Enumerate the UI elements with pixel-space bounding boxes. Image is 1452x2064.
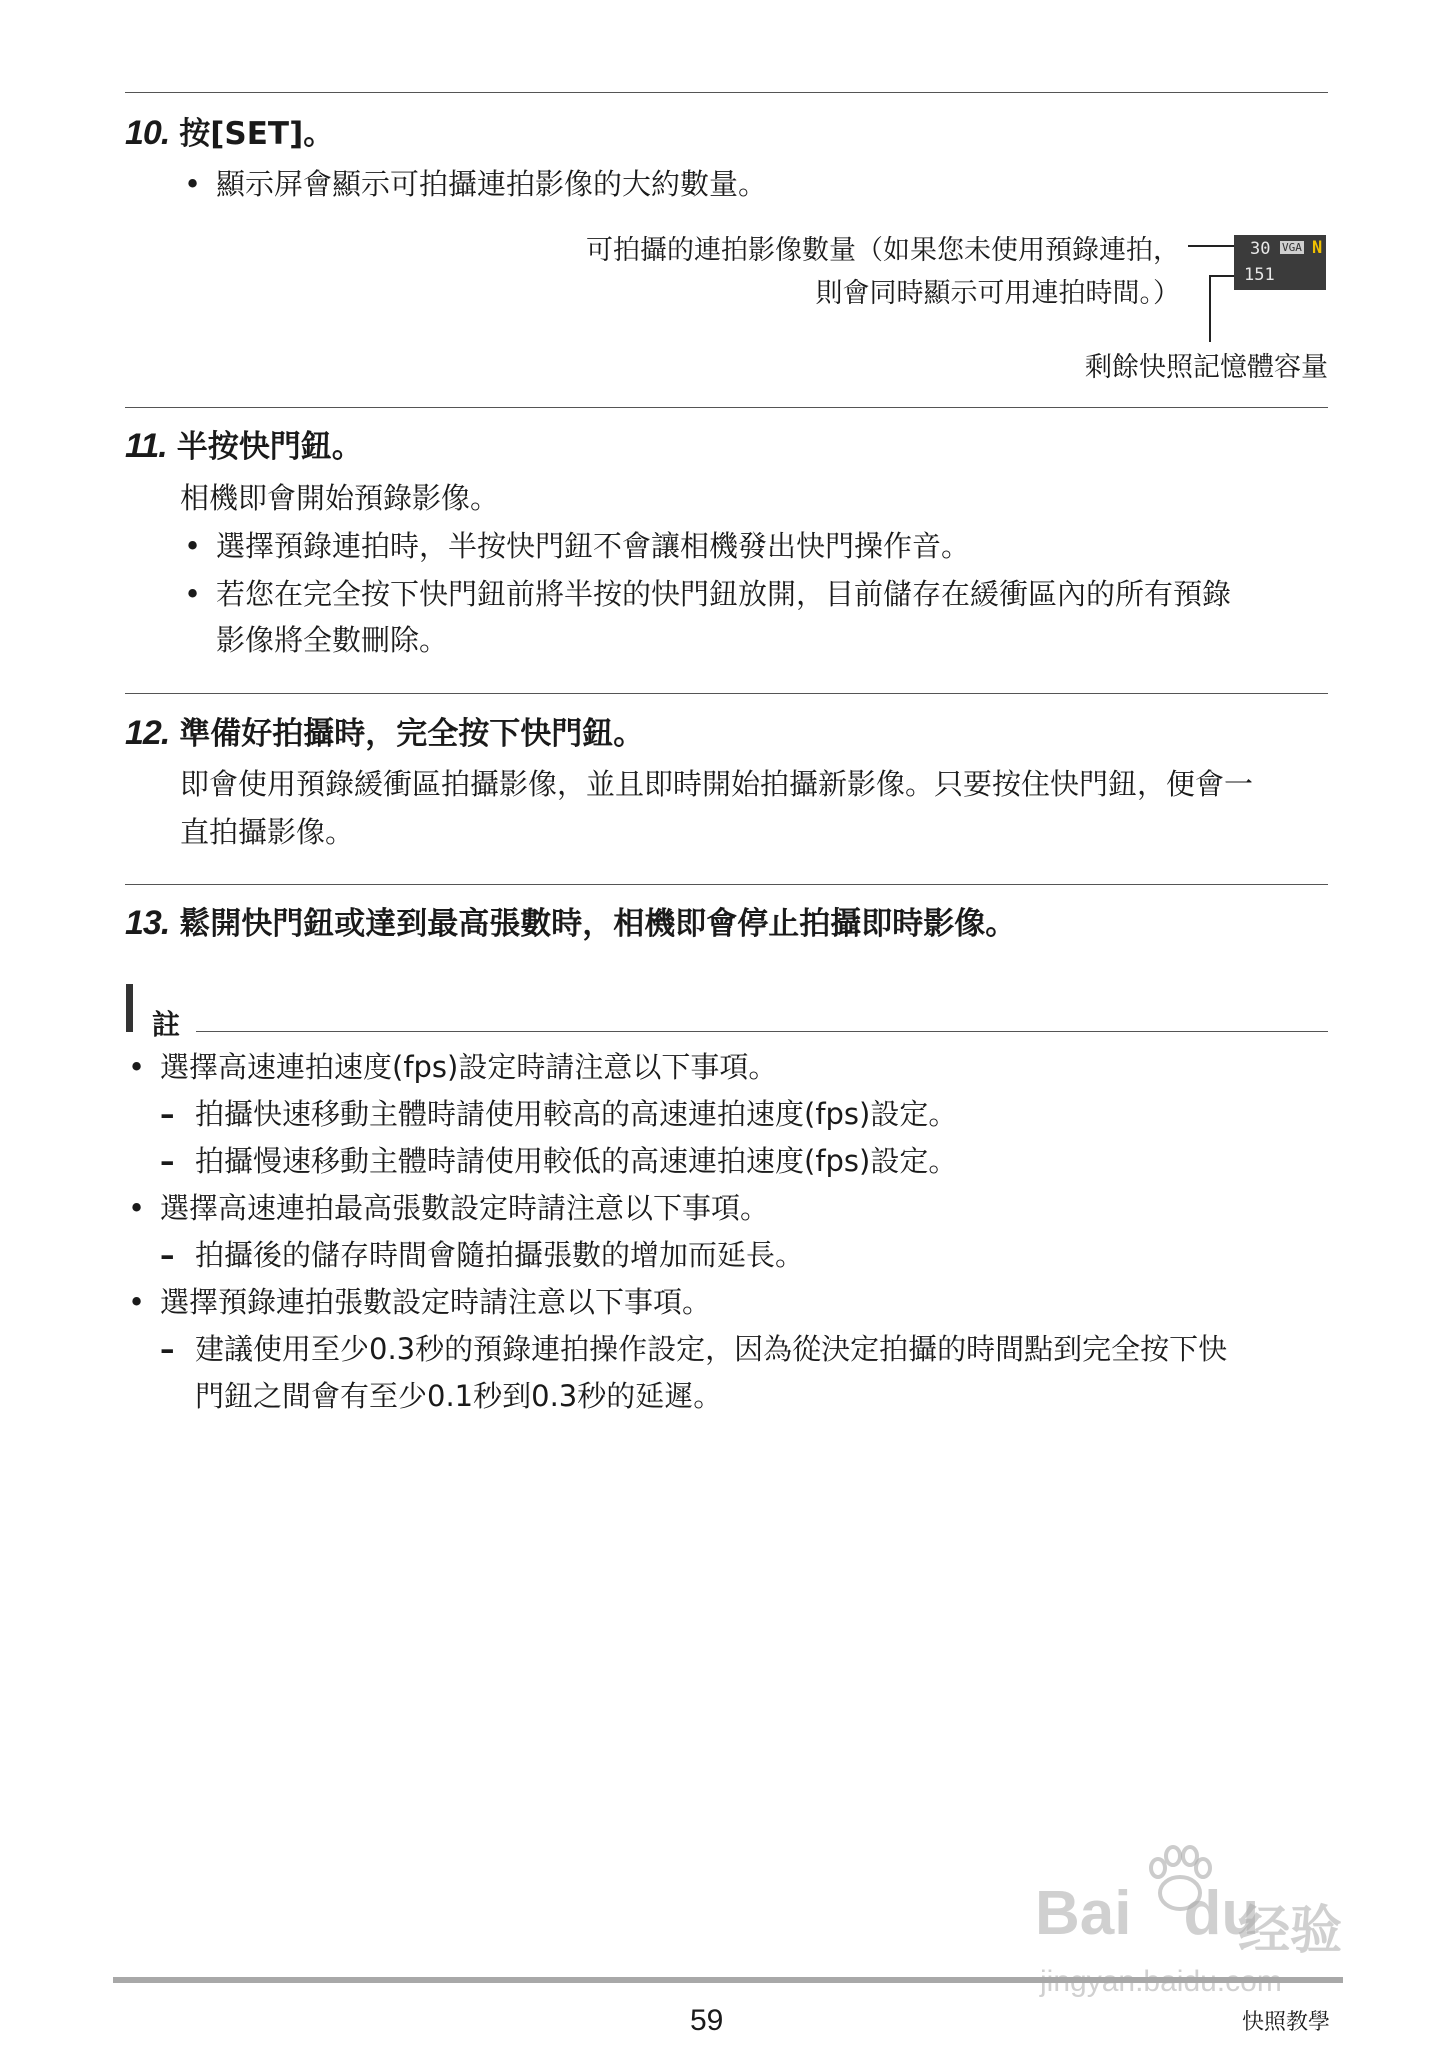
step-title: 半按快門鈕。	[176, 429, 363, 465]
bullet-text-continuation: 影像將全數刪除。	[216, 623, 449, 657]
note-text-continuation: 門鈕之間會有至少0.1秒到0.3秒的延遲。	[195, 1379, 723, 1413]
callout-memory-label: 剩餘快照記憶體容量	[1085, 352, 1328, 383]
lcd-remaining: 151	[1244, 265, 1275, 285]
step-12-text-line-1: 即會使用預錄緩衝區拍攝影像，並且即時開始拍攝新影像。只要按住快門鈕，便會一	[180, 767, 1254, 801]
callout-line-1: 可拍攝的連拍影像數量（如果您未使用預錄連拍，	[586, 235, 1180, 266]
dash-icon: –	[160, 1238, 175, 1272]
lcd-size-badge: VGA	[1282, 241, 1302, 254]
callout-line-2: 則會同時顯示可用連拍時間。）	[815, 278, 1180, 309]
bullet-text: 顯示屏會顯示可拍攝連拍影像的大約數量。	[216, 167, 768, 201]
note-subitem	[160, 1139, 957, 1180]
section-divider	[125, 407, 1328, 408]
lcd-shot-count: 30	[1250, 239, 1271, 259]
step-13-heading	[125, 898, 1016, 943]
bullet-icon: •	[184, 167, 202, 201]
dash-icon: –	[160, 1097, 175, 1131]
note-title: 註	[152, 1008, 181, 1041]
bullet-icon: •	[128, 1285, 146, 1319]
step-number: 10.	[125, 114, 170, 152]
note-text: 拍攝慢速移動主體時請使用較低的高速連拍速度(fps)設定。	[195, 1144, 958, 1178]
step-12-text-line-2: 直拍攝影像。	[180, 815, 355, 849]
step-10-heading	[125, 108, 334, 153]
bullet-icon: •	[184, 577, 202, 611]
note-divider	[196, 1031, 1328, 1032]
step-11-text: 相機即會開始預錄影像。	[180, 481, 500, 515]
bullet-icon: •	[184, 529, 202, 563]
bullet-text: 若您在完全按下快門鈕前將半按的快門鈕放開，目前儲存在緩衝區內的所有預錄	[216, 577, 1232, 611]
step-12-heading	[125, 708, 644, 753]
step-number: 12.	[125, 714, 170, 752]
watermark-brand-du: du	[1183, 1879, 1260, 1948]
step-number: 13.	[125, 904, 170, 942]
watermark-brand-bai: Bai	[1035, 1879, 1132, 1948]
dash-icon: –	[160, 1144, 175, 1178]
page-number: 59	[690, 2004, 724, 2037]
bullet-text: 選擇預錄連拍時，半按快門鈕不會讓相機發出快門操作音。	[216, 529, 971, 563]
note-item	[128, 1186, 769, 1227]
section-divider	[125, 693, 1328, 694]
note-text: 選擇預錄連拍張數設定時請注意以下事項。	[160, 1285, 712, 1319]
note-marker-icon	[126, 984, 133, 1032]
note-text: 拍攝快速移動主體時請使用較高的高速連拍速度(fps)設定。	[195, 1097, 958, 1131]
lcd-display-icon	[1234, 235, 1326, 290]
step-title: 鬆開快門鈕或達到最高張數時，相機即會停止拍攝即時影像。	[179, 906, 1017, 942]
note-text: 選擇高速連拍速度(fps)設定時請注意以下事項。	[160, 1050, 778, 1084]
step-title: 按[SET]。	[179, 116, 335, 152]
note-text: 選擇高速連拍最高張數設定時請注意以下事項。	[160, 1191, 770, 1225]
step-title: 準備好拍攝時，完全按下快門鈕。	[179, 716, 645, 752]
note-item	[128, 1280, 711, 1321]
callout-shots-label	[586, 228, 1180, 310]
lcd-quality: N	[1312, 238, 1323, 258]
step-11-heading	[125, 421, 363, 466]
footer-divider	[113, 1977, 1343, 1983]
bullet-icon: •	[128, 1191, 146, 1225]
note-item	[128, 1045, 777, 1086]
note-subitem	[160, 1233, 804, 1274]
step-number: 11.	[125, 427, 167, 465]
watermark-brand	[1035, 1878, 1259, 1949]
dash-icon: –	[160, 1332, 175, 1366]
watermark-cn: 经验	[1238, 1902, 1343, 1960]
section-divider	[125, 884, 1328, 885]
note-subitem	[160, 1092, 957, 1133]
note-text: 拍攝後的儲存時間會隨拍攝張數的增加而延長。	[195, 1238, 805, 1272]
bullet-icon: •	[128, 1050, 146, 1084]
note-subitem	[160, 1327, 1227, 1368]
note-text: 建議使用至少0.3秒的預錄連拍操作設定，因為從決定拍攝的時間點到完全按下快	[195, 1332, 1228, 1366]
chapter-label: 快照教學	[1241, 2010, 1330, 2035]
section-divider	[125, 92, 1328, 93]
